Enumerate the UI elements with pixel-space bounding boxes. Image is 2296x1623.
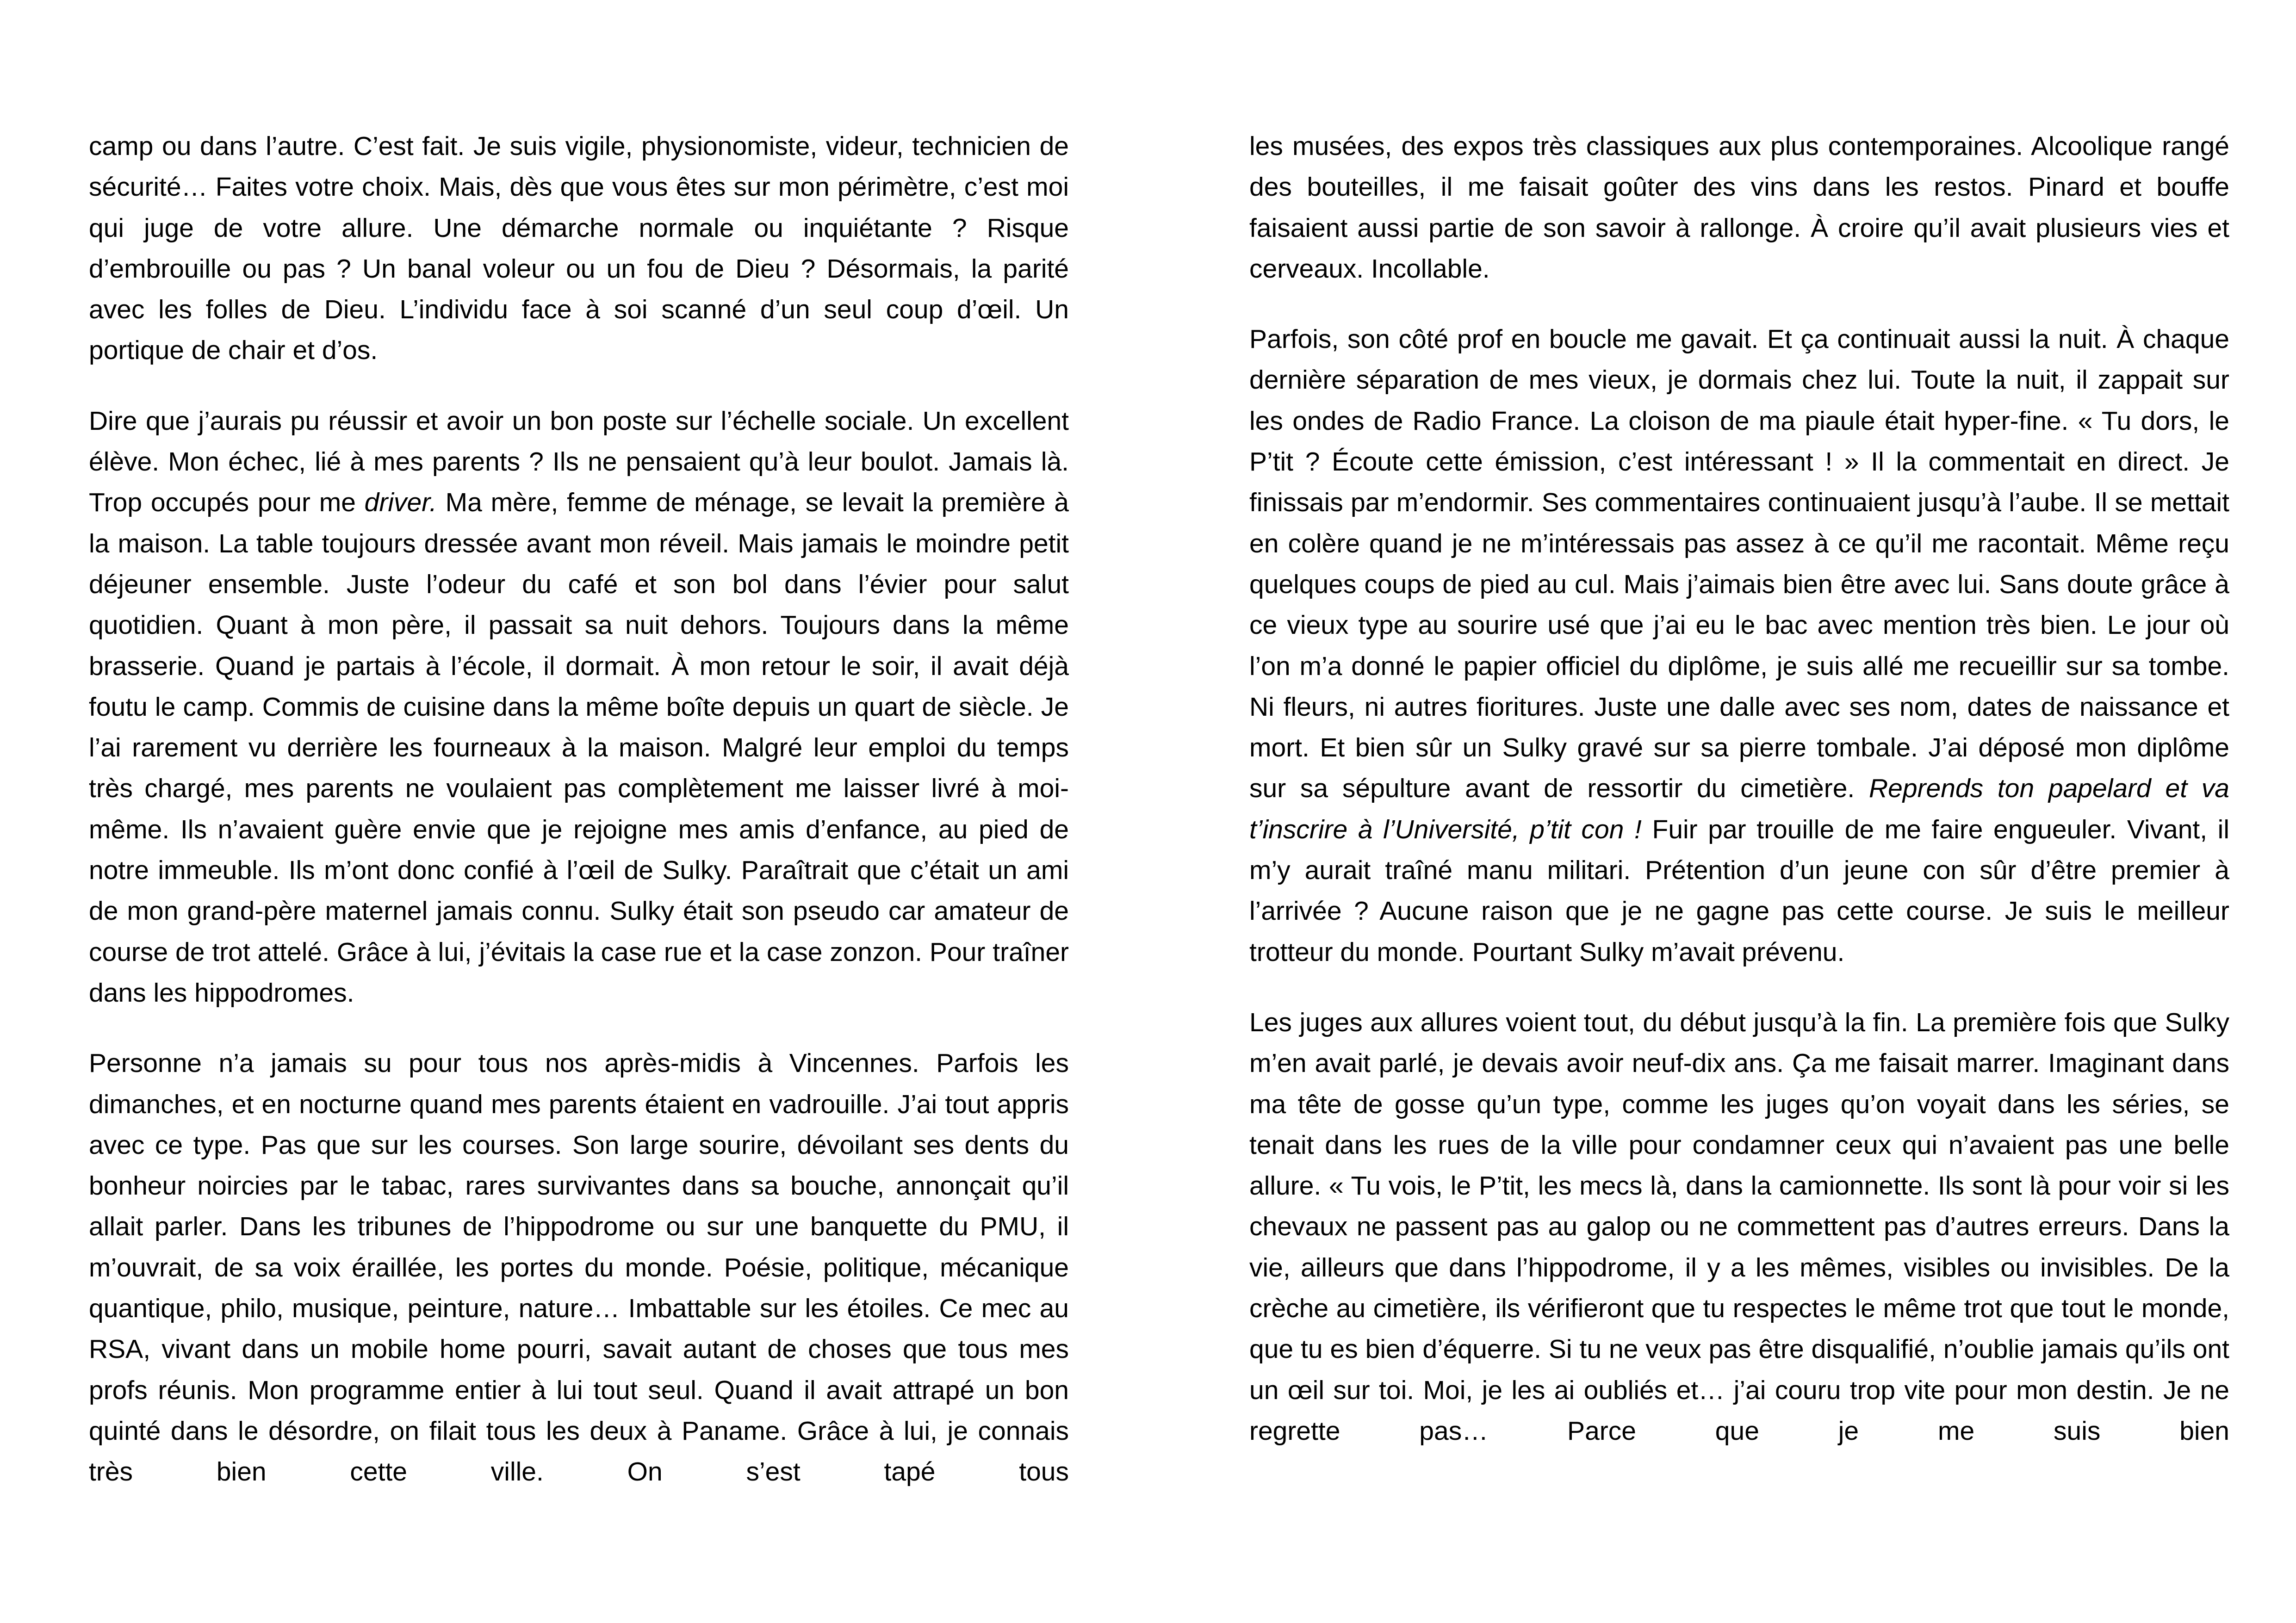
paragraph-left-2-text-a: Dire que j’aurais pu réussir et avoir un bon poste sur l’échelle sociale. Un excellent élève. Mon échec, lié à mes parents ? Ils ne pensaient qu’à leur boulot. Jamais là. Trop occupés pour me — [89, 406, 1069, 518]
right-page-column — [1249, 126, 2229, 1481]
paragraph-left-1: camp ou dans l’autre. C’est fait. Je suis vigile, physionomiste, videur, technicien de sécurité… Faites votre choix. Mais, dès que vous êtes sur mon périmètre, c’est moi qui juge de votre allure. Une démarche normale ou inquiétante ? Risque d’embrouille ou pas ? Un banal voleur ou un fou de Dieu ? Désormais, la parité avec les folles de Dieu. L’individu face à soi scanné d’un seul coup d’œil. Un portique de chair et d’os. — [89, 131, 1069, 365]
paragraph-left-3: Personne n’a jamais su pour tous nos après-midis à Vincennes. Parfois les dimanches, et en nocturne quand mes parents étaient en vadrouille. J’ai tout appris avec ce type. Pas que sur les courses. Son large sourire, dévoilant ses dents du bonheur noircies par le tabac, rares survivantes dans sa bouche, annonçait qu’il allait parler. Dans les tribunes de l’hippodrome ou sur une banquette du PMU, il m’ouvrait, de sa voix éraillée, les portes du monde. Poésie, politique, mécanique quantique, philo, musique, peinture, nature… Imbattable sur les étoiles. Ce mec au RSA, vivant dans un mobile home pourri, savait autant de choses que tous mes profs réunis. Mon programme entier à lui tout seul. Quand il avait attrapé un bon quinté dans le désordre, on filait tous les deux à Paname. Grâce à lui, je connais très bien cette ville. On s’est tapé tous — [89, 1048, 1069, 1487]
paragraph-left-2-italic: driver. — [364, 488, 437, 518]
paragraph-left-2-text-b: Ma mère, femme de ménage, se levait la première à la maison. La table toujours dressée avant mon réveil. Mais jamais le moindre petit déjeuner ensemble. Juste l’odeur du café et son bol dans l’évier pour salut quotidien. Quant à mon père, il passait sa nuit dehors. Toujours dans la même brasserie. Quand je partais à l’école, il dormait. À mon retour le soir, il avait déjà foutu le camp. Commis de cuisine dans la même boîte depuis un quart de siècle. Je l’ai rarement vu derrière les fourneaux à la maison. Malgré leur emploi du temps très chargé, mes parents ne voulaient pas complètement me laisser livré à moi-même. Ils n’avaient guère envie que je rejoigne mes amis d’enfance, au pied de notre immeuble. Ils m’ont donc confié à l’œil de Sulky. Paraîtrait que c’était un ami de mon grand-père maternel jamais connu. Sulky était son pseudo car amateur de course de trot attelé. Grâce à lui, j’évitais la case rue et la case zonzon. Pour traîner dans les hippodromes. — [89, 488, 1069, 1008]
paragraph-right-2 — [1249, 319, 2229, 973]
paragraph-right-2-text-a: Parfois, son côté prof en boucle me gavait. Et ça continuait aussi la nuit. À chaque dernière séparation de mes vieux, je dormais chez lui. Toute la nuit, il zappait sur les ondes de Radio France. La cloison de ma piaule était hyper-fine. « Tu dors, le P’tit ? Écoute cette émission, c’est intéressant ! » Il la commentait en direct. Je finissais par m’endormir. Ses commentaires continuaient jusqu’à l’aube. Il se mettait en colère quand je ne m’intéressais pas assez à ce qu’il me racontait. Même reçu quelques coups de pied au cul. Mais j’aimais bien être avec lui. Sans doute grâce à ce vieux type au sourire usé que j’ai eu le bac avec mention très bien. Le jour où l’on m’a donné le papier officiel du diplôme, je suis allé me recueillir sur sa tombe. Ni fleurs, ni autres fioritures. Juste une dalle avec ses nom, dates de naissance et mort. Et bien sûr un Sulky gravé sur sa pierre tombale. J’ai déposé mon diplôme sur sa sépulture avant de ressortir du cimetière. — [1249, 324, 2229, 804]
paragraph-right-3: Les juges aux allures voient tout, du début jusqu’à la fin. La première fois que Sulky m’en avait parlé, je devais avoir neuf-dix ans. Ça me faisait marrer. Imaginant dans ma tête de gosse qu’un type, comme les juges qu’on voyait dans les séries, se tenait dans les rues de la ville pour condamner ceux qui n’avaient pas une belle allure. « Tu vois, le P’tit, les mecs là, dans la camionnette. Ils sont là pour voir si les chevaux ne passent pas au galop ou ne commettent pas d’autres erreurs. Dans la vie, ailleurs que dans l’hippodrome, il y a les mêmes, visibles ou invisibles. De la crèche au cimetière, ils vérifieront que tu respectes le même trot que tout le monde, que tu es bien d’équerre. Si tu ne veux pas être disqualifié, n’oublie jamais qu’ils ont un œil sur toi. Moi, je les ai oubliés et… j’ai couru trop vite pour mon destin. Je ne regrette pas… Parce que je me suis bien — [1249, 1007, 2229, 1446]
paragraph-right-1: les musées, des expos très classiques aux plus contemporaines. Alcoolique rangé des bouteilles, il me faisait goûter des vins dans les restos. Pinard et bouffe faisaient aussi partie de son savoir à rallonge. À croire qu’il avait plusieurs vies et cerveaux. Incollable. — [1249, 131, 2229, 284]
paragraph-left-2 — [89, 401, 1069, 1013]
paragraph-right-2-text-b: Fuir par trouille de me faire engueuler. Vivant, il m’y aurait traîné manu militari. Prétention d’un jeune con sûr d’être premier à l’arrivée ? Aucune raison que je ne gagne pas cette course. Je suis le meilleur trotteur du monde. Pourtant Sulky m’avait prévenu. — [1249, 814, 2230, 967]
left-page-column — [89, 126, 1069, 1522]
paragraph-right-2-italic: Reprends ton papelard et va t’inscrire à l’Université, p’tit con ! — [1249, 774, 2229, 844]
